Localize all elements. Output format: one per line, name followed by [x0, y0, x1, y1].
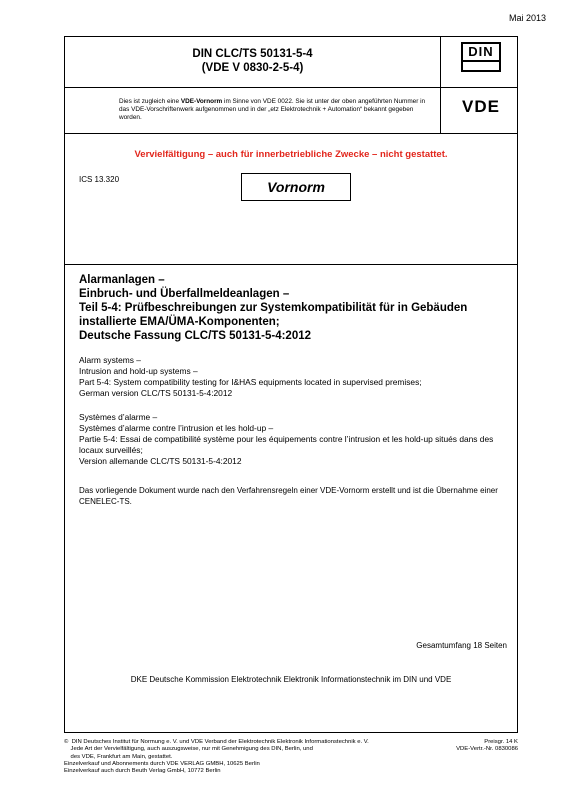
title-line: Deutsche Fassung CLC/TS 50131-5-4:2012	[79, 330, 312, 342]
dke-line: DKE Deutsche Kommission Elektrotechnik Elektronik Informationstechnik im DIN und VDE	[130, 675, 452, 684]
divider	[65, 133, 517, 134]
vde-order-number: VDE-Vertr.-Nr. 0830086	[456, 746, 518, 753]
divider	[65, 264, 517, 265]
title-line: Partie 5-4: Essai de compatibilité système pour les équipements contre l’intrusion et les hold-up situés dans des locaux surveillés;	[79, 434, 494, 455]
vde-logo: VDE	[462, 97, 500, 116]
document-type: Vornorm	[241, 173, 351, 201]
vde-number: (VDE V 0830-2-5-4)	[201, 62, 304, 74]
din-logo-text: DIN	[468, 44, 494, 59]
vde-note-bold: VDE-Vornorm	[180, 98, 223, 105]
title-french	[79, 412, 509, 467]
vde-note-text: im Sinne von VDE 0022. Sie ist unter der oben angeführten Nummer in das VDE-Vorschriftenwerk aufgenommen und in der „etz Elektrotechnik + Automation“ bekannt gegeben worden.	[119, 98, 426, 121]
title-line: Version allemande CLC/TS 50131-5-4:2012	[79, 456, 242, 466]
footer-price	[456, 739, 518, 754]
footer-line: Jede Art der Vervielfältigung, auch auszugsweise, nur mit Genehmigung des DIN, Berlin, und	[64, 746, 313, 753]
title-line: Systèmes d’alarme contre l’intrusion et les hold-up –	[79, 423, 274, 433]
title-line: Systèmes d’alarme –	[79, 412, 158, 422]
title-page-frame	[64, 36, 518, 733]
din-logo-bar	[463, 60, 499, 62]
divider	[65, 87, 517, 88]
footer-line: © DIN Deutsches Institut für Normung e. V. und VDE Verband der Elektrotechnik Elektronik Informationstechnik e. V.	[64, 739, 369, 745]
divider	[440, 37, 441, 133]
title-line: German version CLC/TS 50131-5-4:2012	[79, 388, 233, 398]
title-german	[79, 273, 509, 343]
din-logo	[461, 42, 501, 72]
title-line: Alarm systems –	[79, 355, 141, 365]
title-line: Part 5-4: System compatibility testing for I&HAS equipments located in supervised premises;	[79, 377, 422, 387]
title-english	[79, 355, 509, 399]
publication-date: Mai 2013	[508, 13, 546, 23]
vde-note-text: Dies ist zugleich eine	[119, 98, 181, 105]
footer-copyright	[64, 739, 424, 775]
ics-code: ICS 13.320	[79, 175, 120, 184]
footer-line: Einzelverkauf auch durch Beuth Verlag GmbH, 10772 Berlin	[64, 768, 221, 775]
standard-number-block	[65, 47, 440, 75]
title-line: Alarmanlagen –	[79, 274, 165, 286]
vde-note	[119, 98, 437, 122]
copy-warning: Vervielfältigung – auch für innerbetriebliche Zwecke – nicht gestattet.	[134, 149, 448, 160]
price-group: Preisgr. 14 K	[484, 739, 518, 745]
title-line: Einbruch- und Überfallmeldeanlagen –	[79, 288, 290, 300]
footer-line: des VDE, Frankfurt am Main, gestattet.	[64, 753, 173, 760]
total-pages: Gesamtumfang 18 Seiten	[416, 641, 507, 650]
title-line: Intrusion and hold-up systems –	[79, 366, 198, 376]
footer-line: Einzelverkauf und Abonnements durch VDE VERLAG GMBH, 10625 Berlin	[64, 760, 260, 767]
title-line: Teil 5-4: Prüfbeschreibungen zur Systemkompatibilität für in Gebäuden installierte EMA/ÜMA-Komponenten;	[79, 302, 468, 328]
standard-number: DIN CLC/TS 50131-5-4	[192, 48, 313, 60]
document-note: Das vorliegende Dokument wurde nach den Verfahrensregeln einer VDE-Vornorm erstellt und ist die Übernahme einer CENELEC-TS.	[79, 486, 498, 506]
